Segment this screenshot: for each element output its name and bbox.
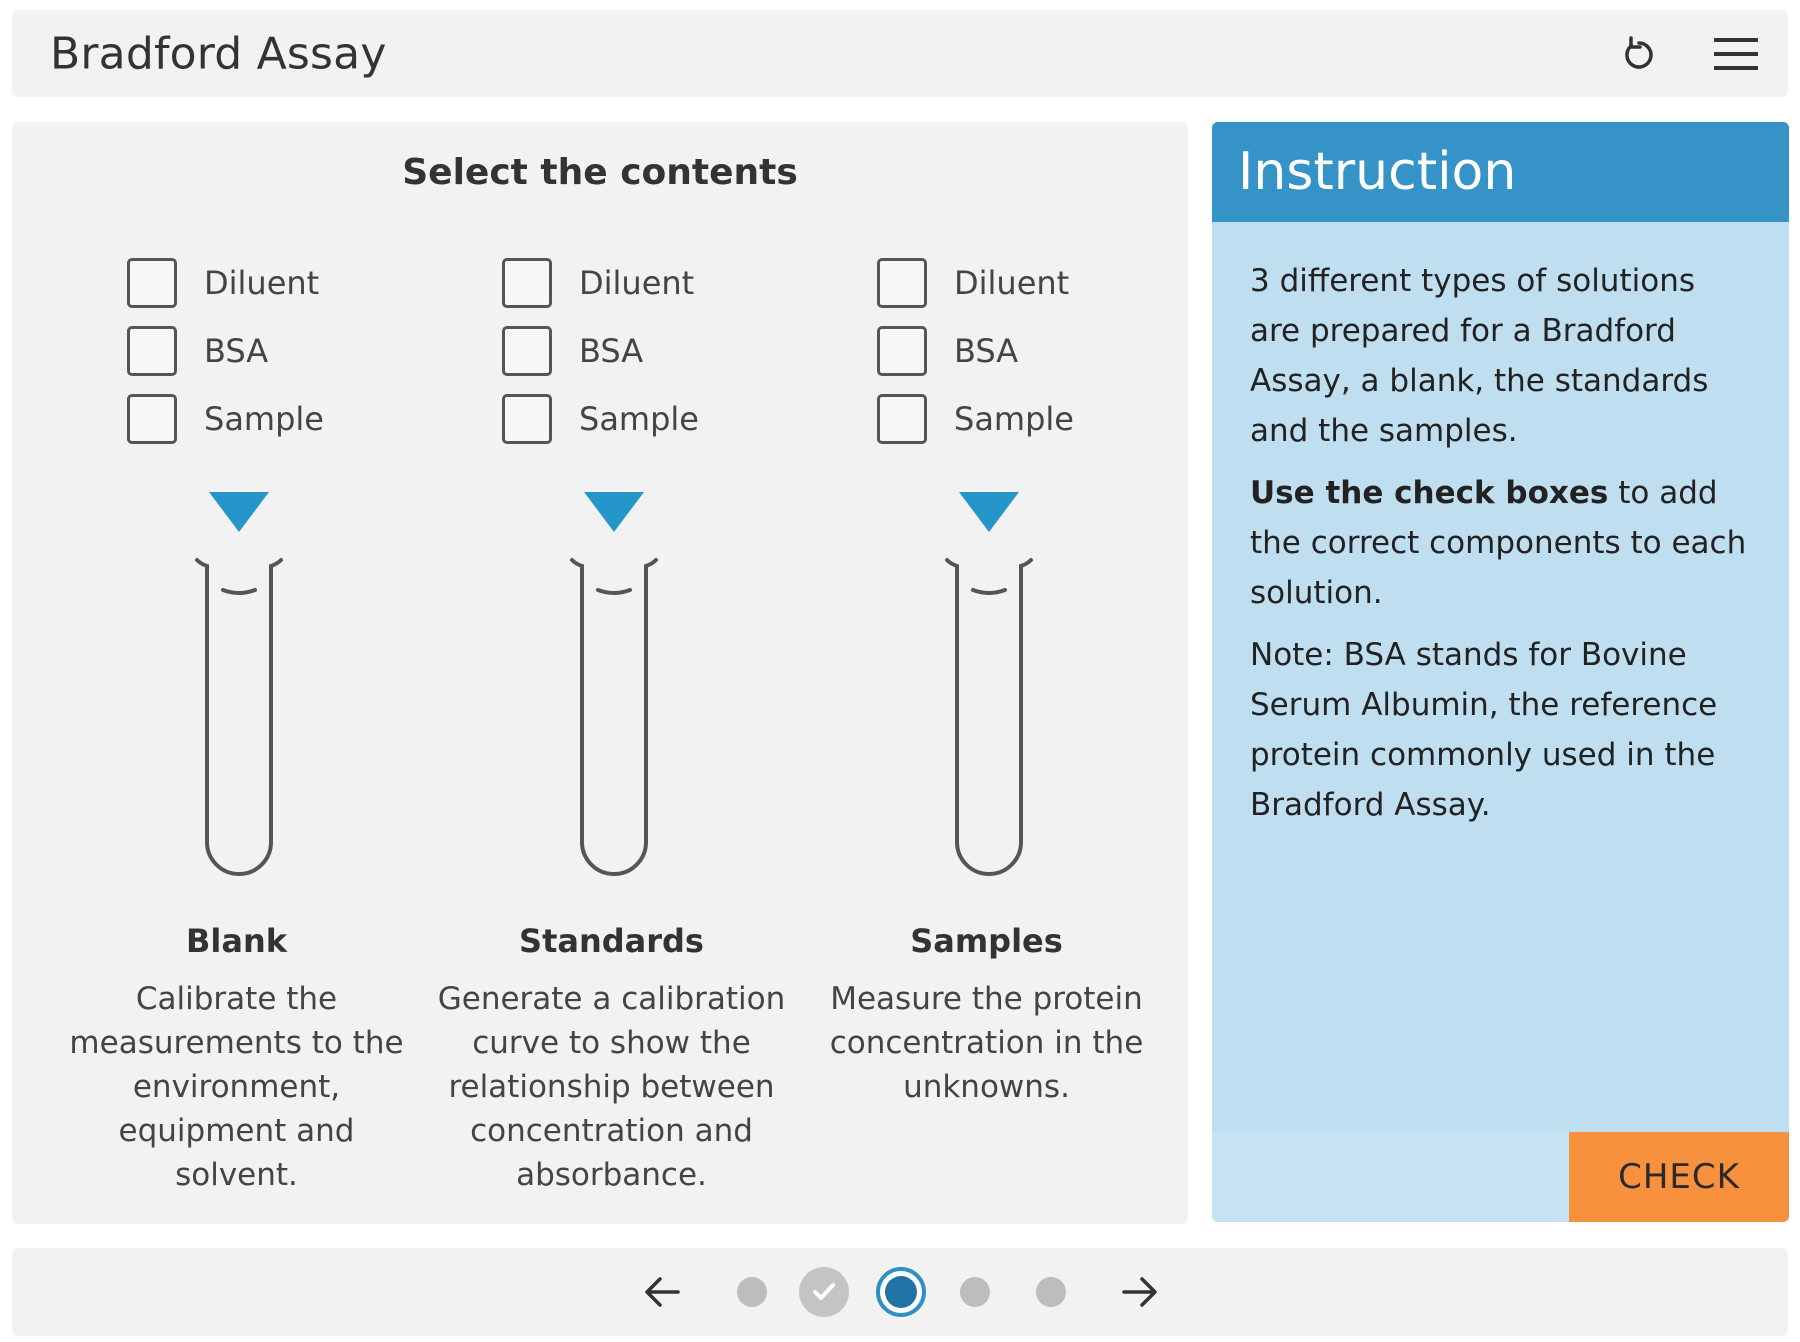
instruction-panel — [1212, 122, 1789, 1222]
instruction-text: to add the correct components to each solution. — [1250, 475, 1747, 611]
checkbox[interactable] — [877, 326, 927, 376]
option-bsa[interactable] — [127, 326, 324, 376]
bottom-navigation — [12, 1248, 1788, 1336]
option-label: BSA — [204, 332, 269, 370]
option-label: Sample — [204, 400, 324, 438]
test-tube-icon — [554, 552, 674, 902]
column-description: Measure the protein concentration in the unknowns. — [829, 981, 1144, 1105]
activity-heading: Select the contents — [402, 152, 798, 193]
checkbox[interactable] — [877, 258, 927, 308]
option-label: Diluent — [204, 264, 320, 302]
checkmark-icon — [809, 1277, 839, 1307]
arrow-left-icon[interactable] — [640, 1270, 684, 1314]
instruction-emphasis: Use the check boxes — [1250, 475, 1609, 511]
instruction-header — [1212, 122, 1789, 222]
hamburger-menu-icon[interactable] — [1710, 32, 1766, 76]
checkbox-group — [877, 258, 1074, 462]
header-bar — [12, 10, 1788, 97]
option-label: Diluent — [954, 264, 1070, 302]
refresh-icon[interactable] — [1617, 32, 1661, 76]
checkbox[interactable] — [127, 326, 177, 376]
checkbox-group — [502, 258, 699, 462]
option-label: Sample — [579, 400, 699, 438]
option-diluent[interactable] — [502, 258, 699, 308]
checkbox[interactable] — [502, 394, 552, 444]
step-dot[interactable] — [1036, 1277, 1066, 1307]
instruction-paragraph: 3 different types of solutions are prepared for a Bradford Assay, a blank, the standards and the samples. — [1250, 263, 1709, 449]
instruction-note: Note: BSA stands for Bovine Serum Albumin, the reference protein commonly used in the Bradford Assay. — [1250, 637, 1718, 823]
checkbox-group — [127, 258, 324, 462]
option-label: BSA — [579, 332, 644, 370]
test-tube-icon — [929, 552, 1049, 902]
option-sample[interactable] — [502, 394, 699, 444]
solution-column-blank — [49, 122, 424, 1224]
instruction-title: Instruction — [1238, 142, 1517, 202]
column-title: Samples — [910, 922, 1063, 960]
activity-panel — [12, 122, 1188, 1224]
option-sample[interactable] — [877, 394, 1074, 444]
arrow-right-icon[interactable] — [1118, 1270, 1162, 1314]
page-title: Bradford Assay — [50, 28, 387, 79]
option-label: Sample — [954, 400, 1074, 438]
solution-column-standards — [424, 122, 799, 1224]
option-bsa[interactable] — [877, 326, 1074, 376]
step-dot[interactable] — [960, 1277, 990, 1307]
down-triangle-icon — [959, 492, 1019, 532]
instruction-footer — [1212, 1132, 1789, 1222]
option-diluent[interactable] — [127, 258, 324, 308]
option-label: BSA — [954, 332, 1019, 370]
step-dot[interactable] — [737, 1277, 767, 1307]
test-tube-icon — [179, 552, 299, 902]
solution-column-samples — [799, 122, 1174, 1224]
column-title: Standards — [519, 922, 704, 960]
checkbox[interactable] — [502, 258, 552, 308]
step-dot-completed[interactable] — [799, 1267, 849, 1317]
down-triangle-icon — [209, 492, 269, 532]
checkbox[interactable] — [127, 394, 177, 444]
option-label: Diluent — [579, 264, 695, 302]
column-title: Blank — [185, 922, 287, 960]
instruction-paragraph — [1250, 468, 1750, 618]
checkbox[interactable] — [877, 394, 927, 444]
checkbox[interactable] — [127, 258, 177, 308]
instruction-body — [1250, 256, 1750, 842]
down-triangle-icon — [584, 492, 644, 532]
column-description: Calibrate the measurements to the environment, equipment and solvent. — [69, 981, 404, 1193]
check-button[interactable]: CHECK — [1569, 1132, 1789, 1222]
step-dot-current[interactable] — [876, 1267, 926, 1317]
option-diluent[interactable] — [877, 258, 1074, 308]
current-step-indicator — [885, 1276, 917, 1308]
checkbox[interactable] — [502, 326, 552, 376]
option-bsa[interactable] — [502, 326, 699, 376]
option-sample[interactable] — [127, 394, 324, 444]
column-description: Generate a calibration curve to show the relationship between concentration and absorbance. — [437, 981, 786, 1193]
